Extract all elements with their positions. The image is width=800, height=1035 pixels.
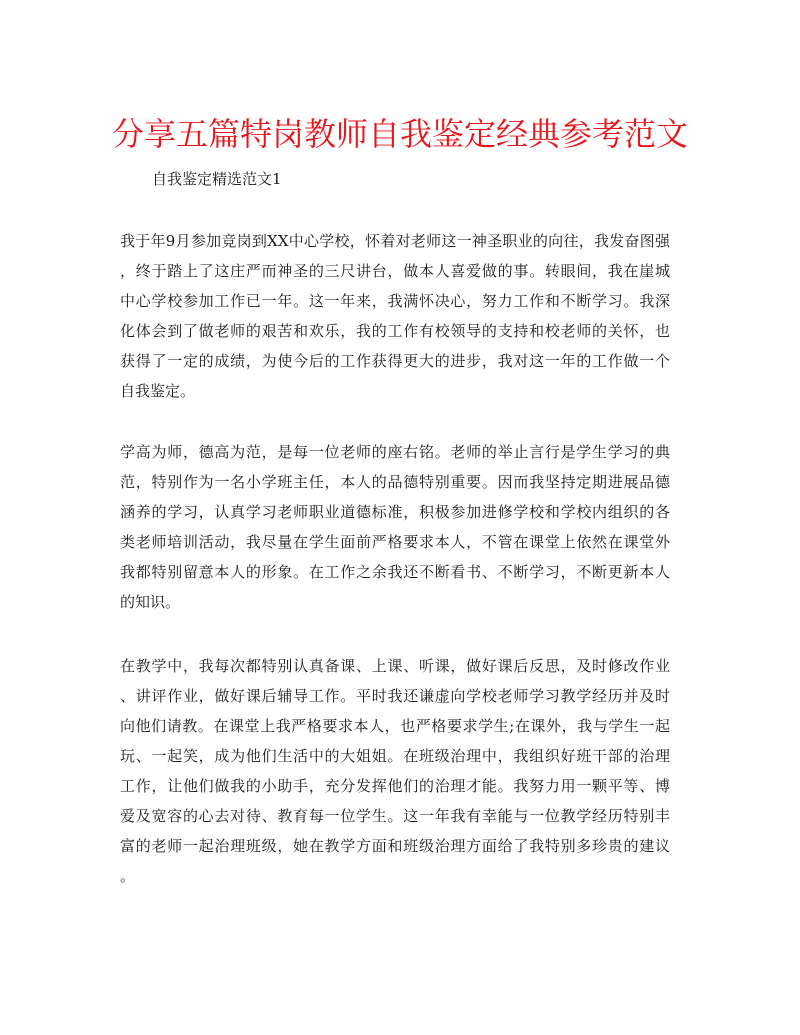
- document-title: 分享五篇特岗教师自我鉴定经典参考范文: [111, 115, 688, 153]
- paragraph-line: 。: [120, 867, 136, 885]
- document-subtitle: 自我鉴定精选范文1: [152, 170, 282, 188]
- paragraph-line: ，终于踏上了这庄严而神圣的三尺讲台，做本人喜爱做的事。转眼间，我在崖城: [120, 262, 670, 280]
- paragraph-line: 我都特别留意本人的形象。在工作之余我还不断看书、不断学习，不断更新本人: [120, 563, 670, 581]
- paragraph-line: 范，特别作为一名小学班主任，本人的品德特别重要。因而我坚持定期进展品德: [120, 473, 670, 491]
- paragraph-3: [120, 651, 670, 891]
- paragraph-line: 自我鉴定。: [120, 382, 196, 400]
- paragraph-line: 学高为师，德高为范，是每一位老师的座右铭。老师的举止言行是学生学习的典: [120, 443, 670, 461]
- paragraph-line: 获得了一定的成绩，为使今后的工作获得更大的进步，我对这一年的工作做一个: [120, 352, 670, 370]
- paragraph-line: 玩、一起笑，成为他们生活中的大姐姐。在班级治理中，我组织好班干部的治理: [120, 747, 670, 765]
- paragraph-line: 工作，让他们做我的小助手，充分发挥他们的治理才能。我努力用一颗平等、博: [120, 777, 670, 795]
- paragraph-line: 爱及宽容的心去对待、教育每一位学生。这一年我有幸能与一位教学经历特别丰: [120, 807, 670, 825]
- paragraph-line: 在教学中，我每次都特别认真备课、上课、听课，做好课后反思，及时修改作业: [120, 657, 670, 675]
- paragraph-line: 中心学校参加工作已一年。这一年来，我满怀决心，努力工作和不断学习。我深: [120, 292, 670, 310]
- paragraph-line: 涵养的学习，认真学习老师职业道德标准，积极参加进修学校和学校内组织的各: [120, 503, 670, 521]
- paragraph-line: 我于年9月参加竞岗到XX中心学校，怀着对老师这一神圣职业的向往，我发奋图强: [120, 232, 670, 250]
- paragraph-line: 富的老师一起治理班级，她在教学方面和班级治理方面给了我特别多珍贵的建议: [120, 837, 670, 855]
- paragraph-2: [120, 437, 670, 617]
- paragraph-line: 化体会到了做老师的艰苦和欢乐，我的工作有校领导的支持和校老师的关怀，也: [120, 322, 670, 340]
- paragraph-line: 向他们请教。在课堂上我严格要求本人，也严格要求学生;在课外，我与学生一起: [120, 717, 670, 735]
- paragraph-1: [120, 226, 670, 406]
- paragraph-line: 的知识。: [120, 593, 181, 611]
- paragraph-line: 、讲评作业，做好课后辅导工作。平时我还谦虚向学校老师学习教学经历并及时: [120, 687, 670, 705]
- paragraph-line: 类老师培训活动，我尽量在学生面前严格要求本人，不管在课堂上依然在课堂外: [120, 533, 670, 551]
